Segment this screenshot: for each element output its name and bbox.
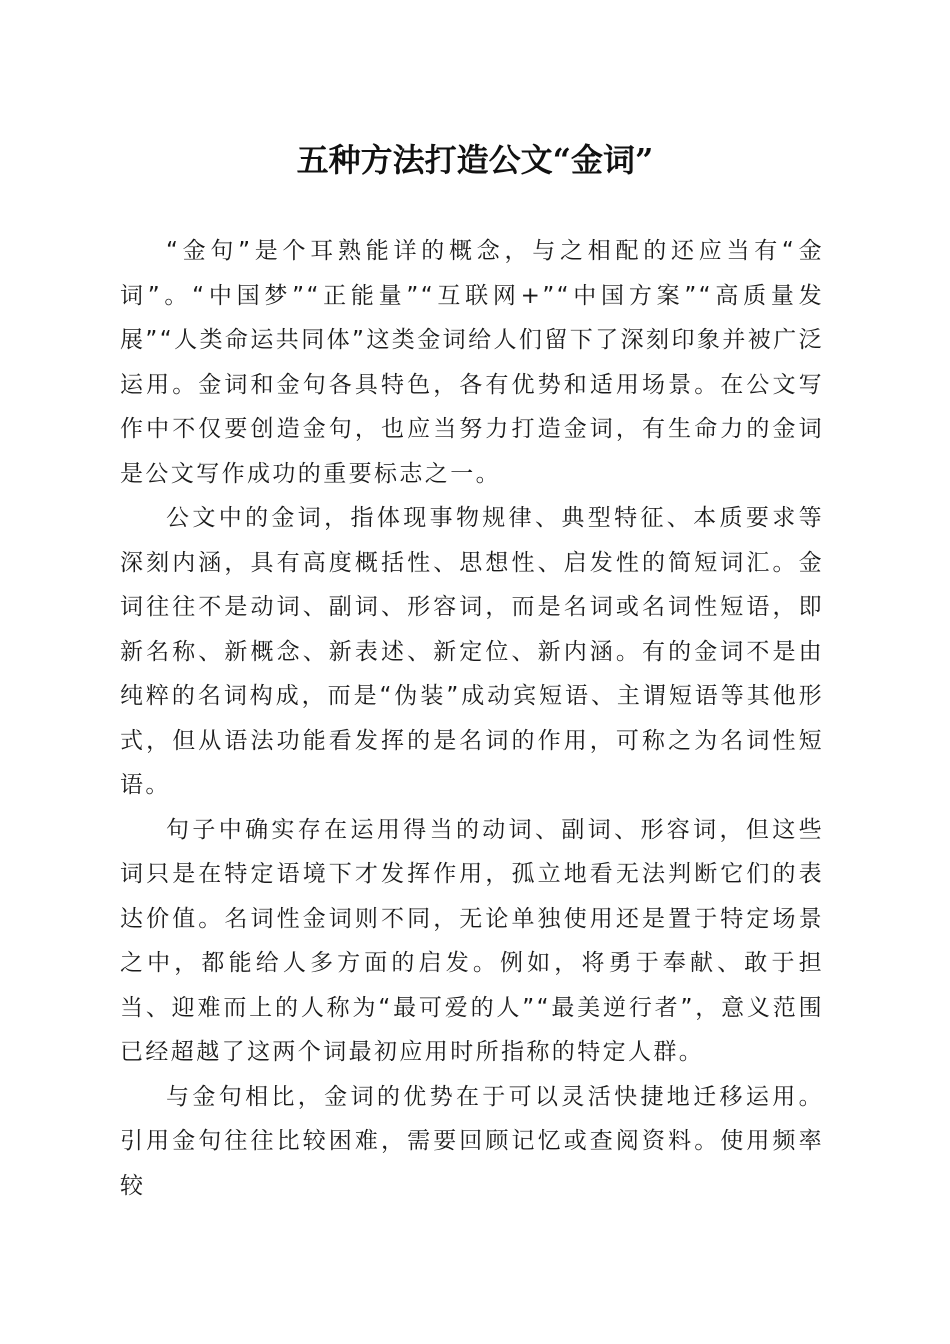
paragraph-4: 与金句相比，金词的优势在于可以灵活快捷地迁移运用。引用金句往往比较困难，需要回顾记忆或查阅资料。使用频率较: [120, 1083, 824, 1199]
paragraph-2: 公文中的金词，指体现事物规律、典型特征、本质要求等深刻内涵，具有高度概括性、思想性、启发性的简短词汇。金词往往不是动词、副词、形容词，而是名词或名词性短语，即新名称、新概念、新表述、新定位、新内涵。有的金词不是由纯粹的名词构成，而是“伪装”成动宾短语、主谓短语等其他形式，但从语法功能看发挥的是名词的作用，可称之为名词性短语。: [120, 505, 824, 798]
document-body: [120, 229, 824, 1208]
paragraph-3: 句子中确实存在运用得当的动词、副词、形容词，但这些词只是在特定语境下才发挥作用，孤立地看无法判断它们的表达价值。名词性金词则不同，无论单独使用还是置于特定场景之中，都能给人多方面的启发。例如，将勇于奉献、敢于担当、迎难而上的人称为“最可爱的人”“最美逆行者”，意义范围已经超越了这两个词最初应用时所指称的特定人群。: [120, 816, 824, 1065]
document-title: 五种方法打造公文“金词”: [296, 141, 654, 179]
paragraph-1: “金句”是个耳熟能详的概念，与之相配的还应当有“金词”。“中国梦”“正能量”“互联网+”“中国方案”“高质量发展”“人类命运共同体”这类金词给人们留下了深刻印象并被广泛运用。金词和金句各具特色，各有优势和适用场景。在公文写作中不仅要创造金句，也应当努力打造金词，有生命力的金词是公文写作成功的重要标志之一。: [120, 238, 824, 487]
